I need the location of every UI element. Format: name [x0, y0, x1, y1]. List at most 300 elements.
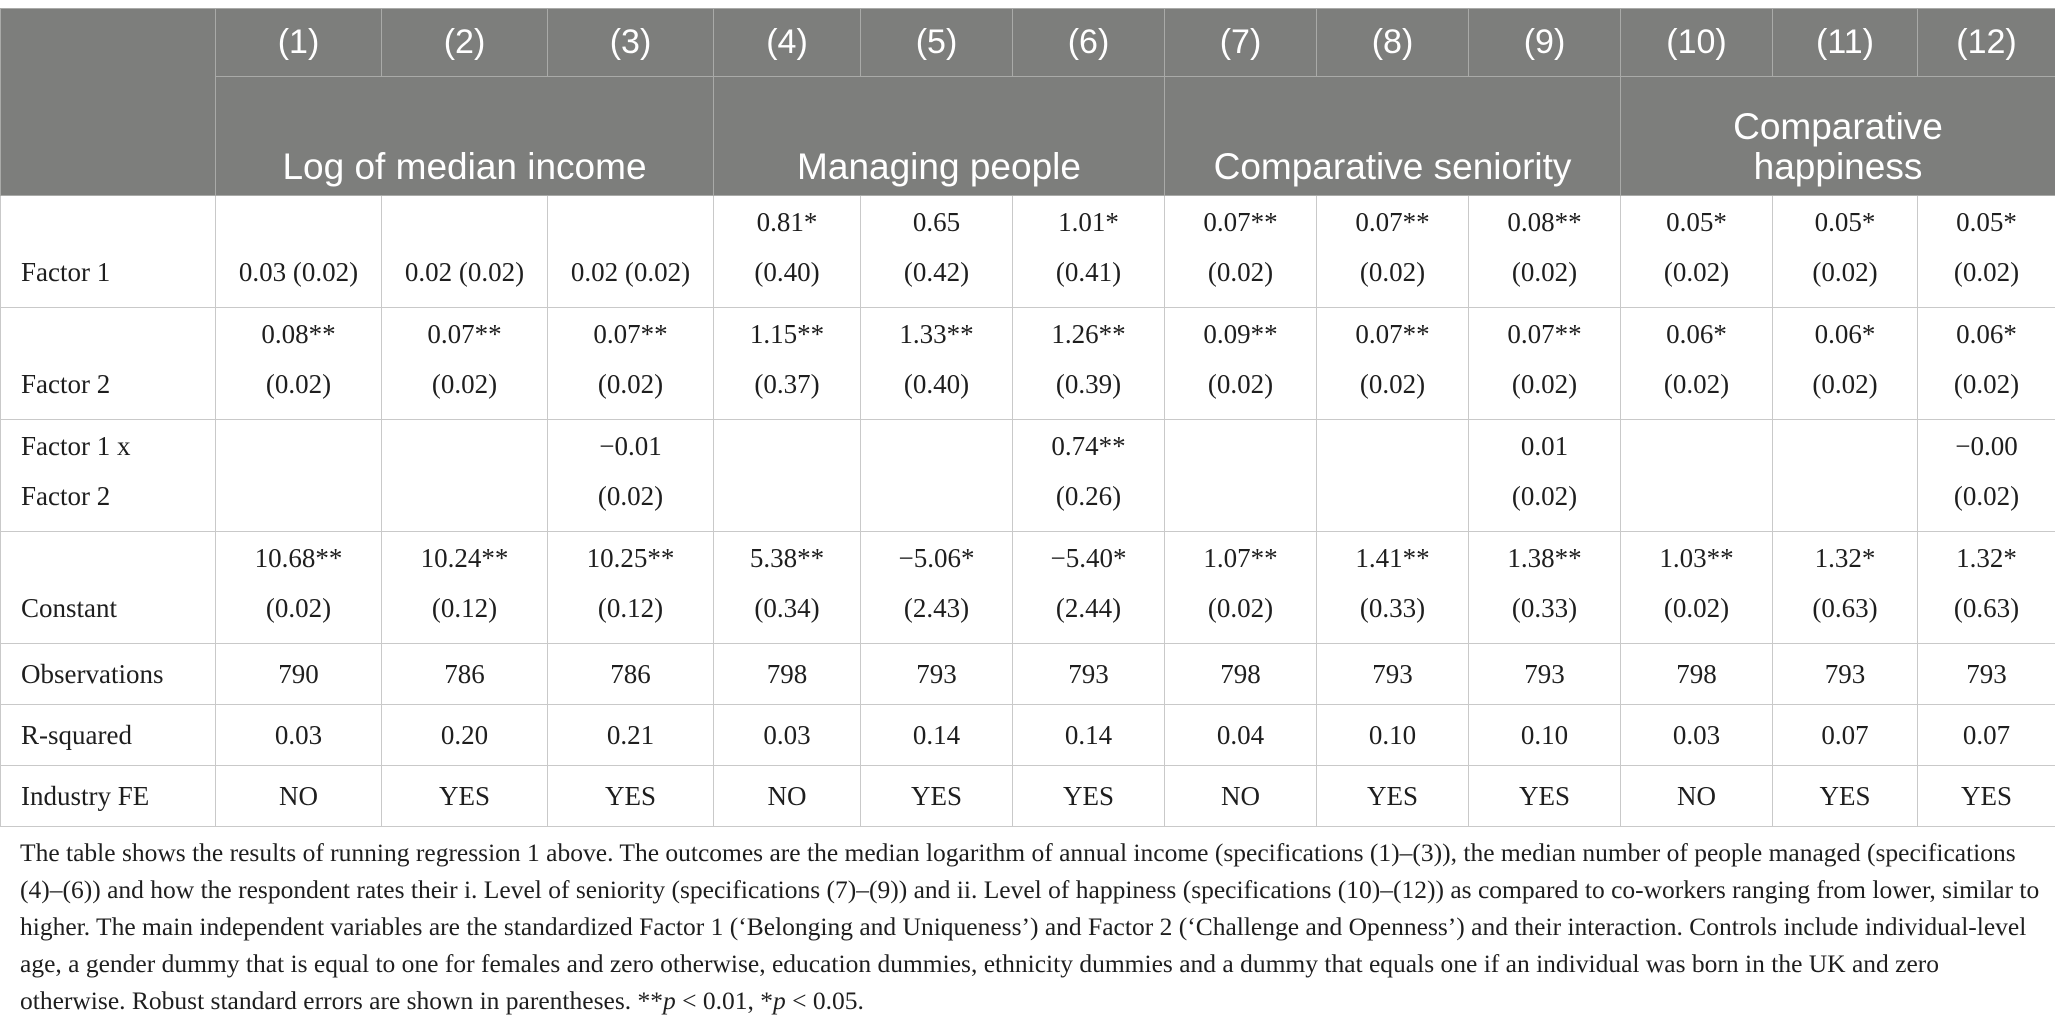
- table-cell: [1165, 308, 1317, 420]
- cell-lines: [861, 420, 1012, 531]
- row-label: [1, 196, 216, 308]
- cell-value: 0.09**: [1203, 319, 1278, 349]
- cell-value: 1.32*: [1814, 543, 1876, 573]
- cell-value: 1.03**: [1659, 543, 1734, 573]
- table-row: [1, 196, 2055, 308]
- cell-standard-error: (0.37): [754, 369, 820, 399]
- cell-lines: [1013, 196, 1164, 307]
- table-cell: [1918, 766, 2055, 827]
- table-cell: [1918, 420, 2055, 532]
- table-cell: [714, 308, 861, 420]
- cell-lines: [1165, 766, 1316, 826]
- cell-lines: [1621, 420, 1772, 531]
- row-label-lines: [21, 308, 215, 419]
- cell-standard-error: (0.02): [597, 369, 664, 399]
- regression-table: [0, 8, 2055, 827]
- table-cell: [216, 705, 382, 766]
- cell-value: −5.40*: [1050, 543, 1127, 573]
- cell-standard-error: (0.33): [1511, 593, 1578, 623]
- table-cell: [1165, 766, 1317, 827]
- row-label-lines: [21, 705, 215, 765]
- table-cell: [1621, 420, 1773, 532]
- row-label-lines: [21, 766, 215, 826]
- group-header: Comparative happiness: [1621, 77, 2055, 196]
- table-cell: [1013, 308, 1165, 420]
- cell-lines: [1469, 644, 1620, 704]
- table-cell: [548, 644, 714, 705]
- cell-standard-error: (0.02): [1953, 369, 2020, 399]
- cell-standard-error: (0.02): [1511, 369, 1578, 399]
- cell-lines: [1317, 196, 1468, 307]
- cell-value: 0.06*: [1956, 319, 2017, 349]
- cell-standard-error: (0.02): [1663, 257, 1730, 287]
- table-cell: [1773, 644, 1918, 705]
- cell-standard-error: (0.41): [1055, 257, 1122, 287]
- cell-value: 0.07**: [1203, 207, 1278, 237]
- row-label-line: R-squared: [21, 720, 132, 750]
- table-cell: [714, 644, 861, 705]
- table-row: [1, 644, 2055, 705]
- cell-lines: [1013, 420, 1164, 531]
- cell-value: 0.05*: [1814, 207, 1876, 237]
- footnote-text: < 0.05.: [785, 986, 864, 1015]
- table-cell: [1469, 644, 1621, 705]
- table-cell: [1165, 420, 1317, 532]
- cell-lines: [1773, 766, 1917, 826]
- cell-standard-error: (0.02): [1207, 257, 1274, 287]
- cell-lines: [714, 644, 860, 704]
- cell-value: 798: [1220, 659, 1261, 689]
- cell-lines: [1469, 766, 1620, 826]
- cell-value: 0.74**: [1051, 431, 1126, 461]
- cell-lines: [1773, 532, 1917, 643]
- cell-value: 5.38**: [749, 543, 825, 573]
- table-cell: [861, 420, 1013, 532]
- cell-lines: [1165, 308, 1316, 419]
- column-number: (8): [1317, 9, 1469, 77]
- table-cell: [1013, 644, 1165, 705]
- cell-value: 786: [444, 659, 485, 689]
- cell-lines: [1165, 196, 1316, 307]
- cell-lines: [1773, 644, 1917, 704]
- cell-lines: [548, 196, 713, 307]
- table-cell: [1469, 420, 1621, 532]
- cell-value: 1.41**: [1355, 543, 1430, 573]
- cell-value: 0.02 (0.02): [570, 257, 691, 287]
- column-number: (7): [1165, 9, 1317, 77]
- table-cell: [382, 420, 548, 532]
- cell-value: 0.07**: [1507, 319, 1582, 349]
- cell-value: 793: [1372, 659, 1413, 689]
- cell-value: 0.07**: [593, 319, 668, 349]
- table-cell: [216, 308, 382, 420]
- table-cell: [382, 196, 548, 308]
- cell-lines: [1621, 705, 1772, 765]
- table-cell: [548, 532, 714, 644]
- cell-value: NO: [279, 781, 318, 811]
- table-cell: [1317, 766, 1469, 827]
- cell-lines: [1918, 308, 2055, 419]
- cell-lines: [382, 766, 547, 826]
- cell-lines: [382, 644, 547, 704]
- cell-lines: [714, 196, 860, 307]
- cell-lines: [1773, 196, 1917, 307]
- cell-lines: [382, 705, 547, 765]
- header-corner: [1, 9, 216, 196]
- cell-lines: [1621, 532, 1772, 643]
- cell-lines: [714, 532, 860, 643]
- table-cell: [714, 705, 861, 766]
- table-cell: [1317, 705, 1469, 766]
- table-cell: [1317, 532, 1469, 644]
- table-cell: [1773, 532, 1918, 644]
- cell-standard-error: (0.63): [1812, 593, 1878, 623]
- cell-standard-error: (0.40): [903, 369, 970, 399]
- table-cell: [1013, 532, 1165, 644]
- cell-lines: [216, 420, 381, 531]
- footnote-p-symbol: p: [773, 986, 786, 1015]
- table-cell: [1165, 705, 1317, 766]
- table-cell: [382, 644, 548, 705]
- cell-value: YES: [438, 781, 490, 811]
- cell-lines: [714, 705, 860, 765]
- table-body: [1, 196, 2055, 827]
- cell-value: 0.07: [1962, 720, 2011, 750]
- cell-lines: [1469, 420, 1620, 531]
- table-cell: [1621, 308, 1773, 420]
- table-cell: [1773, 705, 1918, 766]
- cell-lines: [216, 644, 381, 704]
- table-cell: [861, 532, 1013, 644]
- cell-lines: [1469, 532, 1620, 643]
- cell-value: 10.68**: [254, 543, 343, 573]
- table-cell: [1918, 705, 2055, 766]
- cell-value: NO: [1677, 781, 1716, 811]
- cell-value: 786: [610, 659, 651, 689]
- row-label-line: Factor 1 x: [21, 431, 131, 461]
- cell-lines: [1317, 308, 1468, 419]
- cell-lines: [714, 420, 860, 531]
- cell-standard-error: (0.26): [1055, 481, 1122, 511]
- row-label-line: Industry FE: [21, 781, 150, 811]
- table-cell: [861, 705, 1013, 766]
- table-cell: [1317, 644, 1469, 705]
- cell-lines: [861, 644, 1012, 704]
- row-label-line: Factor 2: [21, 481, 111, 511]
- table-cell: [1013, 766, 1165, 827]
- cell-standard-error: (0.34): [754, 593, 820, 623]
- cell-value: 0.03: [274, 720, 323, 750]
- cell-value: NO: [767, 781, 807, 811]
- cell-value: 0.65: [912, 207, 961, 237]
- cell-value: 0.14: [912, 720, 961, 750]
- cell-value: 793: [1824, 659, 1866, 689]
- table-cell: [1918, 196, 2055, 308]
- cell-lines: [1918, 705, 2055, 765]
- table-cell: [714, 766, 861, 827]
- cell-value: 1.32*: [1956, 543, 2017, 573]
- table-cell: [1165, 196, 1317, 308]
- table-cell: [548, 420, 714, 532]
- cell-lines: [548, 766, 713, 826]
- cell-value: 0.08**: [1507, 207, 1582, 237]
- cell-lines: [1918, 766, 2055, 826]
- cell-lines: [1918, 532, 2055, 643]
- table-cell: [216, 420, 382, 532]
- table-cell: [1469, 766, 1621, 827]
- cell-value: 1.15**: [749, 319, 825, 349]
- cell-lines: [548, 705, 713, 765]
- cell-lines: [1317, 644, 1468, 704]
- table-header: [1, 9, 2055, 196]
- table-row: [1, 766, 2055, 827]
- cell-value: YES: [604, 781, 656, 811]
- cell-value: 0.01: [1520, 431, 1569, 461]
- cell-value: 0.07: [1821, 720, 1869, 750]
- cell-lines: [861, 532, 1012, 643]
- cell-value: YES: [1819, 781, 1871, 811]
- cell-value: 0.05*: [1666, 207, 1727, 237]
- column-number: (6): [1013, 9, 1165, 77]
- cell-lines: [1165, 420, 1316, 531]
- cell-lines: [1773, 420, 1917, 531]
- cell-lines: [216, 766, 381, 826]
- table-cell: [216, 644, 382, 705]
- cell-standard-error: (0.39): [1055, 369, 1122, 399]
- cell-lines: [382, 308, 547, 419]
- group-header: Comparative seniority: [1165, 77, 1621, 196]
- cell-lines: [1918, 196, 2055, 307]
- table-cell: [1918, 532, 2055, 644]
- group-header-row: [1, 77, 2055, 196]
- row-label-line: Factor 2: [21, 369, 111, 399]
- table-cell: [861, 308, 1013, 420]
- cell-standard-error: (2.43): [903, 593, 970, 623]
- cell-lines: [1918, 420, 2055, 531]
- cell-standard-error: (0.02): [265, 369, 332, 399]
- cell-value: 0.10: [1368, 720, 1417, 750]
- cell-value: YES: [1518, 781, 1570, 811]
- row-label-line: Constant: [21, 593, 118, 623]
- table-cell: [1317, 308, 1469, 420]
- table-cell: [1621, 196, 1773, 308]
- cell-lines: [1165, 705, 1316, 765]
- table-cell: [1469, 308, 1621, 420]
- table-row: [1, 308, 2055, 420]
- row-label: [1, 420, 216, 532]
- table-cell: [1621, 705, 1773, 766]
- cell-lines: [1165, 644, 1316, 704]
- cell-value: 0.06*: [1666, 319, 1727, 349]
- cell-standard-error: (0.02): [1359, 257, 1426, 287]
- cell-lines: [1013, 766, 1164, 826]
- table-cell: [1773, 196, 1918, 308]
- cell-value: 1.38**: [1507, 543, 1582, 573]
- cell-lines: [382, 420, 547, 531]
- table-cell: [714, 420, 861, 532]
- cell-standard-error: (0.02): [1511, 257, 1578, 287]
- cell-lines: [1165, 532, 1316, 643]
- cell-lines: [548, 308, 713, 419]
- cell-value: 1.33**: [899, 319, 974, 349]
- table-cell: [1013, 196, 1165, 308]
- table-cell: [1621, 532, 1773, 644]
- cell-lines: [382, 196, 547, 307]
- cell-value: 793: [1966, 659, 2007, 689]
- cell-lines: [216, 532, 381, 643]
- cell-lines: [861, 196, 1012, 307]
- column-number: (12): [1918, 9, 2055, 77]
- cell-standard-error: (0.33): [1359, 593, 1426, 623]
- column-number-row: [1, 9, 2055, 77]
- table-cell: [1317, 196, 1469, 308]
- cell-lines: [1013, 308, 1164, 419]
- cell-value: 10.24**: [420, 543, 509, 573]
- cell-value: 0.07**: [427, 319, 502, 349]
- table-cell: [861, 196, 1013, 308]
- cell-lines: [1918, 644, 2055, 704]
- table-cell: [1165, 644, 1317, 705]
- cell-value: −0.00: [1955, 431, 2018, 461]
- table-cell: [548, 766, 714, 827]
- footnote-text: < 0.01, *: [675, 986, 774, 1015]
- row-label: [1, 705, 216, 766]
- cell-lines: [861, 766, 1012, 826]
- row-label-lines: [21, 196, 215, 307]
- cell-lines: [714, 766, 860, 826]
- cell-standard-error: (0.02): [597, 481, 664, 511]
- cell-lines: [1317, 532, 1468, 643]
- cell-value: 793: [916, 659, 957, 689]
- table-row: [1, 420, 2055, 532]
- cell-value: YES: [1062, 781, 1114, 811]
- column-number: (1): [216, 9, 382, 77]
- cell-lines: [1013, 705, 1164, 765]
- cell-lines: [216, 308, 381, 419]
- cell-lines: [216, 705, 381, 765]
- table-cell: [382, 308, 548, 420]
- row-label-line: Observations: [21, 659, 164, 689]
- table-footnote: [20, 834, 2040, 1019]
- table-cell: [714, 196, 861, 308]
- table-cell: [216, 196, 382, 308]
- row-label: [1, 644, 216, 705]
- cell-lines: [1773, 308, 1917, 419]
- cell-lines: [1317, 420, 1468, 531]
- table-cell: [548, 196, 714, 308]
- table-cell: [1469, 196, 1621, 308]
- table-cell: [1621, 644, 1773, 705]
- column-number: (3): [548, 9, 714, 77]
- table-cell: [1469, 532, 1621, 644]
- table-cell: [861, 644, 1013, 705]
- row-label-lines: [21, 420, 215, 531]
- row-label: [1, 308, 216, 420]
- cell-value: YES: [1366, 781, 1418, 811]
- cell-value: 0.21: [606, 720, 655, 750]
- cell-value: 10.25**: [586, 543, 675, 573]
- cell-value: 0.81*: [756, 207, 818, 237]
- cell-value: 798: [1676, 659, 1717, 689]
- row-label: [1, 532, 216, 644]
- cell-standard-error: (0.02): [1663, 369, 1730, 399]
- cell-lines: [1469, 308, 1620, 419]
- table-cell: [548, 705, 714, 766]
- table-cell: [1621, 766, 1773, 827]
- cell-lines: [548, 644, 713, 704]
- cell-value: 1.07**: [1203, 543, 1278, 573]
- cell-value: YES: [910, 781, 962, 811]
- cell-standard-error: (0.02): [1511, 481, 1578, 511]
- cell-standard-error: (0.12): [431, 593, 498, 623]
- cell-value: 0.04: [1216, 720, 1265, 750]
- table-cell: [1013, 705, 1165, 766]
- column-number: (11): [1773, 9, 1918, 77]
- cell-value: 0.03 (0.02): [238, 257, 359, 287]
- cell-value: −0.01: [599, 431, 662, 461]
- cell-value: 790: [278, 659, 319, 689]
- table-cell: [1773, 420, 1918, 532]
- cell-value: 1.26**: [1051, 319, 1126, 349]
- cell-value: 0.10: [1520, 720, 1569, 750]
- table-cell: [1773, 766, 1918, 827]
- cell-value: 793: [1068, 659, 1109, 689]
- row-label-line: Factor 1: [21, 257, 111, 287]
- cell-lines: [1469, 196, 1620, 307]
- table-cell: [1469, 705, 1621, 766]
- cell-lines: [861, 705, 1012, 765]
- cell-standard-error: (2.44): [1055, 593, 1122, 623]
- table-cell: [861, 766, 1013, 827]
- table-cell: [1013, 420, 1165, 532]
- group-header: Log of median income: [216, 77, 714, 196]
- cell-lines: [1621, 644, 1772, 704]
- cell-value: 793: [1524, 659, 1565, 689]
- cell-value: 798: [766, 659, 808, 689]
- cell-lines: [714, 308, 860, 419]
- cell-value: 0.03: [763, 720, 811, 750]
- row-label: [1, 766, 216, 827]
- cell-lines: [216, 196, 381, 307]
- cell-lines: [548, 532, 713, 643]
- cell-standard-error: (0.12): [597, 593, 664, 623]
- table-cell: [548, 308, 714, 420]
- cell-lines: [1013, 532, 1164, 643]
- cell-lines: [861, 308, 1012, 419]
- column-number: (2): [382, 9, 548, 77]
- footnote-p-symbol: p: [663, 986, 676, 1015]
- cell-value: 0.07**: [1355, 319, 1430, 349]
- table-cell: [382, 532, 548, 644]
- cell-standard-error: (0.40): [754, 257, 820, 287]
- footnote-text: The table shows the results of running regression 1 above. The outcomes are the median logarithm of annual income (specifications (1)–(3)), the median number of people managed (specifications (4)–(6)) and how the respondent rates their i. Level of seniority (specifications (7)–(9)) and ii. Level of happiness (specifications (10)–(12)) as compared to co-workers ranging from lower, similar to higher. The main independent variables are the standardized Factor 1 (‘Belonging and Uniqueness’) and Factor 2 (‘Challenge and Openness’) and their interaction. Controls include individual-level age, a gender dummy that is equal to one for females and zero otherwise, education dummies, ethnicity dummies and a dummy that equals one if an individual was born in the UK and zero otherwise. Robust standard errors are shown in parentheses. **: [20, 838, 2040, 1015]
- column-number: (9): [1469, 9, 1621, 77]
- cell-value: 0.08**: [261, 319, 336, 349]
- table-cell: [1918, 308, 2055, 420]
- table-cell: [382, 766, 548, 827]
- table-cell: [1165, 532, 1317, 644]
- cell-lines: [1469, 705, 1620, 765]
- column-number: (4): [714, 9, 861, 77]
- cell-standard-error: (0.02): [1953, 481, 2020, 511]
- column-number: (5): [861, 9, 1013, 77]
- cell-value: 0.03: [1672, 720, 1721, 750]
- group-header: Managing people: [714, 77, 1165, 196]
- cell-standard-error: (0.02): [1812, 369, 1878, 399]
- cell-standard-error: (0.02): [265, 593, 332, 623]
- cell-standard-error: (0.02): [1207, 593, 1274, 623]
- cell-lines: [1773, 705, 1917, 765]
